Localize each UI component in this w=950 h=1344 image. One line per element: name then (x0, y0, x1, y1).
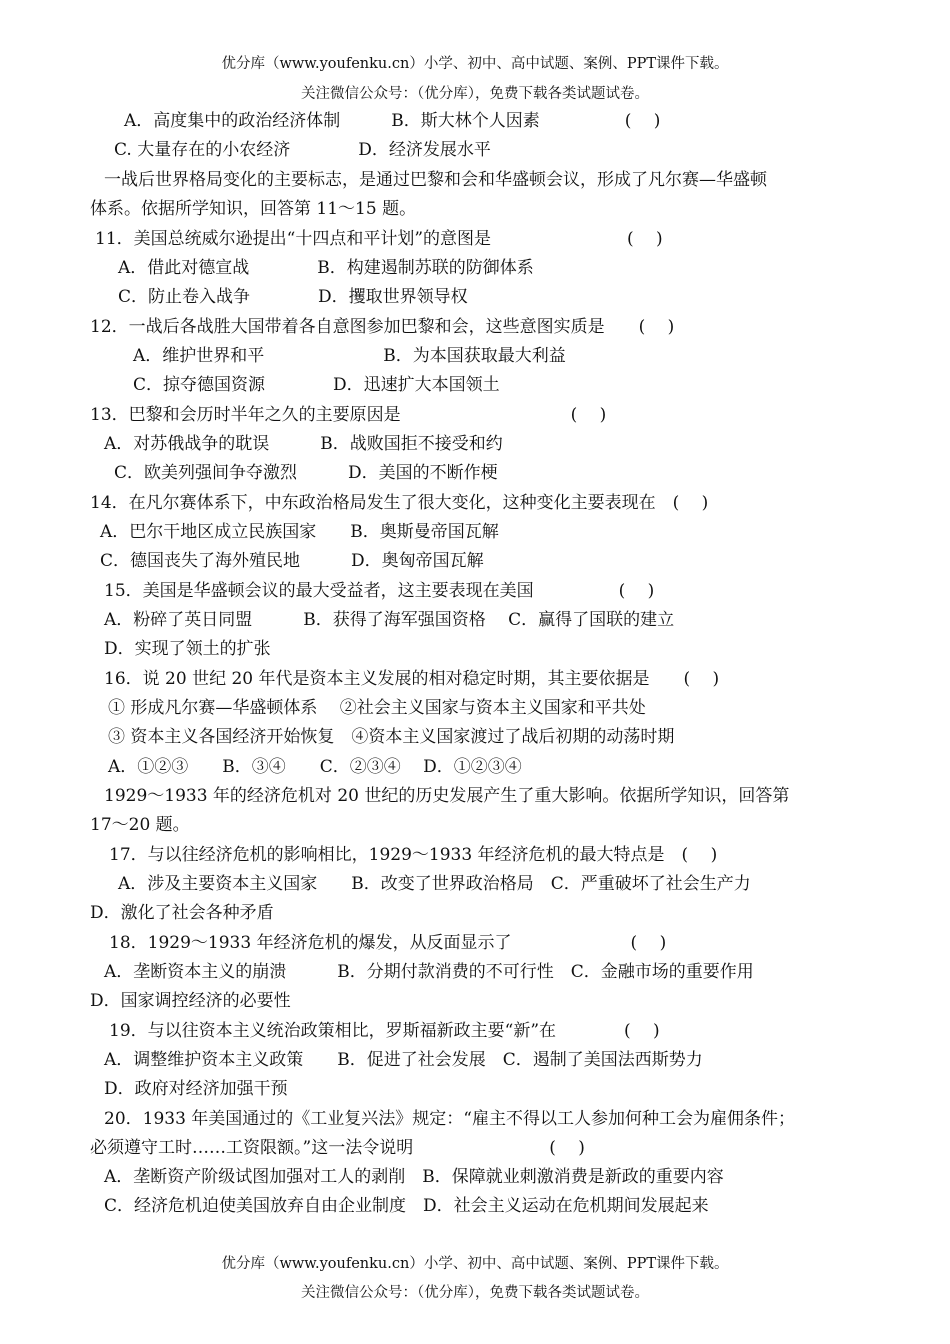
q18-options-abc: A．垄断资本主义的崩溃 B．分期付款消费的不可行性 C．金融市场的重要作用 (104, 962, 754, 982)
section-intro-3: 1929～1933 年的经济危机对 20 世纪的历史发展产生了重大影响。依据所学知识，回答第 (104, 786, 790, 806)
section-intro-1: 一战后世界格局变化的主要标志，是通过巴黎和会和华盛顿会议，形成了凡尔赛—华盛顿 (104, 170, 767, 190)
q18-stem: 18．1929～1933 年经济危机的爆发，从反面显示了 ( ) (109, 933, 667, 953)
q10-options-ab: A．高度集中的政治经济体制 B．斯大林个人因素 ( ) (124, 111, 661, 131)
q14-options-ab: A．巴尔干地区成立民族国家 B．奥斯曼帝国瓦解 (100, 522, 499, 542)
q11-options-cd: C．防止卷入战争 D．攫取世界领导权 (118, 287, 468, 307)
q17-options-abc: A．涉及主要资本主义国家 B．改变了世界政治格局 C．严重破坏了社会生产力 (118, 874, 751, 894)
q12-stem: 12．一战后各战胜大国带着各自意图参加巴黎和会，这些意图实质是 ( ) (90, 317, 675, 337)
q15-option-d: D．实现了领土的扩张 (104, 639, 271, 659)
q14-options-cd: C．德国丧失了海外殖民地 D．奥匈帝国瓦解 (100, 551, 484, 571)
q16-statements-1: ① 形成凡尔赛—华盛顿体系 ②社会主义国家与资本主义国家和平共处 (108, 698, 646, 718)
q20-options-ab: A．垄断资产阶级试图加强对工人的剥削 B．保障就业刺激消费是新政的重要内容 (104, 1167, 724, 1187)
q12-options-cd: C．掠夺德国资源 D．迅速扩大本国领土 (133, 375, 500, 395)
header-line-2: 关注微信公众号：（优分库），免费下载各类试题试卷。 (301, 86, 649, 102)
q15-options-abc: A．粉碎了英日同盟 B．获得了海军强国资格 C．赢得了国联的建立 (104, 610, 675, 630)
q16-options: A．①②③ B．③④ C．②③④ D．①②③④ (108, 757, 522, 777)
q13-stem: 13．巴黎和会历时半年之久的主要原因是 ( ) (90, 405, 607, 425)
q16-statements-2: ③ 资本主义各国经济开始恢复 ④资本主义国家渡过了战后初期的动荡时期 (108, 727, 675, 747)
q15-stem: 15．美国是华盛顿会议的最大受益者，这主要表现在美国 ( ) (104, 581, 655, 601)
q12-options-ab: A．维护世界和平 B．为本国获取最大利益 (133, 346, 566, 366)
q17-stem: 17．与以往经济危机的影响相比，1929～1933 年经济危机的最大特点是 ( ) (109, 845, 718, 865)
q10-options-cd: C. 大量存在的小农经济 D．经济发展水平 (114, 140, 491, 160)
q16-stem: 16．说 20 世纪 20 年代是资本主义发展的相对稳定时期，其主要依据是 ( ) (104, 669, 720, 689)
section-intro-2: 体系。依据所学知识，回答第 11～15 题。 (90, 199, 417, 219)
q13-options-cd: C．欧美列强间争夺激烈 D．美国的不断作梗 (114, 463, 498, 483)
q11-stem: 11．美国总统威尔逊提出“十四点和平计划”的意图是 ( ) (95, 229, 663, 249)
section-intro-4: 17～20 题。 (90, 815, 190, 835)
q20-options-cd: C．经济危机迫使美国放弃自由企业制度 D．社会主义运动在危机期间发展起来 (104, 1196, 709, 1216)
footer-line-2: 关注微信公众号：（优分库），免费下载各类试题试卷。 (301, 1285, 649, 1301)
q19-options-abc: A．调整维护资本主义政策 B．促进了社会发展 C．遏制了美国法西斯势力 (104, 1050, 703, 1070)
q20-stem-1: 20．1933 年美国通过的《工业复兴法》规定：“雇主不得以工人参加何种工会为雇佣条件； (104, 1109, 795, 1129)
q14-stem: 14．在凡尔赛体系下，中东政治格局发生了很大变化，这种变化主要表现在 ( ) (90, 493, 709, 513)
header-line-1: 优分库（www.youfenku.cn）小学、初中、高中试题、案例、PPT课件下载。 (221, 56, 729, 72)
q19-stem: 19．与以往资本主义统治政策相比，罗斯福新政主要“新”在 ( ) (109, 1021, 660, 1041)
footer-line-1: 优分库（www.youfenku.cn）小学、初中、高中试题、案例、PPT课件下载。 (221, 1256, 729, 1272)
q13-options-ab: A．对苏俄战争的耽误 B．战败国拒不接受和约 (104, 434, 503, 454)
q19-option-d: D．政府对经济加强干预 (104, 1079, 288, 1099)
q17-option-d: D．激化了社会各种矛盾 (90, 903, 274, 923)
q18-option-d: D．国家调控经济的必要性 (90, 991, 291, 1011)
q20-stem-2: 必须遵守工时……工资限额。”这一法令说明 ( ) (90, 1138, 585, 1158)
q11-options-ab: A．借此对德宣战 B．构建遏制苏联的防御体系 (118, 258, 534, 278)
